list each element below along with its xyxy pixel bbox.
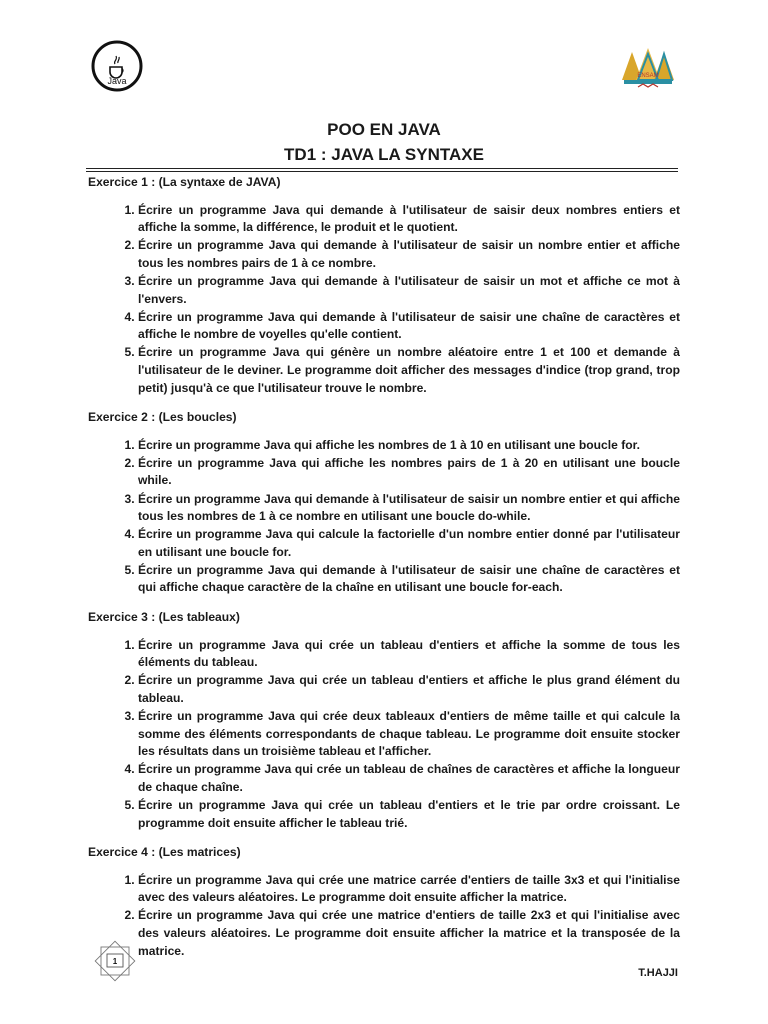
author-name: T.HAJJI [638, 967, 678, 979]
list-item: 3. Écrire un programme Java qui crée deux tableaux d'entiers de même taille et qui calcule la somme des éléments correspondants de chaque tableau. Le programme doit ensuite stocker les résultats dans un troisième tableau et l'afficher. [138, 708, 680, 761]
java-logo [91, 40, 143, 92]
page-number-emblem [92, 938, 138, 984]
list-item: 1. Écrire un programme Java qui crée un tableau d'entiers et affiche la somme de tous les éléments du tableau. [138, 637, 680, 672]
list-item: 5. Écrire un programme Java qui génère un nombre aléatoire entre 1 et 100 et demande à l'utilisateur de le deviner. Le programme doit afficher des messages d'indice (trop grand, trop petit) jusqu'à ce que l'utilisateur trouve le nombre. [138, 344, 680, 397]
list-item: 5. Écrire un programme Java qui crée un tableau d'entiers et le trie par ordre croissant. Le programme doit ensuite afficher le tableau trié. [138, 797, 680, 832]
ensam-logo-text: ENSAM [637, 73, 659, 79]
title-divider [86, 168, 678, 169]
exercise-3-list [88, 637, 680, 833]
exercise-3-title: Exercice 3 : (Les tableaux) [88, 610, 240, 625]
exercise-4-title: Exercice 4 : (Les matrices) [88, 845, 241, 860]
page-subtitle: TD1 : JAVA LA SYNTAXE [284, 145, 484, 164]
list-item: 1. Écrire un programme Java qui demande à l'utilisateur de saisir deux nombres entiers et affiche la somme, la différence, le produit et le quotient. [138, 202, 680, 237]
list-item: 3. Écrire un programme Java qui demande à l'utilisateur de saisir un nombre entier et qui affiche tous les nombres de 1 à ce nombre en utilisant une boucle do-while. [138, 491, 680, 526]
exercise-2-list [88, 437, 680, 597]
list-item: 1. Écrire un programme Java qui affiche les nombres de 1 à 10 en utilisant une boucle for. [138, 437, 680, 455]
exercise-2-title: Exercice 2 : (Les boucles) [88, 410, 237, 425]
list-item: 5. Écrire un programme Java qui demande à l'utilisateur de saisir une chaîne de caractères et qui affiche chaque caractère de la chaîne en utilisant une boucle for-each. [138, 562, 680, 597]
list-item: 2. Écrire un programme Java qui crée un tableau d'entiers et affiche le plus grand élément du tableau. [138, 672, 680, 707]
list-item: 4. Écrire un programme Java qui crée un tableau de chaînes de caractères et affiche la longueur de chaque chaîne. [138, 761, 680, 796]
ensam-logo [618, 44, 678, 92]
list-item: 1. Écrire un programme Java qui crée une matrice carrée d'entiers de taille 3x3 et qui l'initialise avec des valeurs aléatoires. Le programme doit ensuite afficher la matrice. [138, 872, 680, 907]
list-item: 3. Écrire un programme Java qui demande à l'utilisateur de saisir un mot et affiche ce mot à l'envers. [138, 273, 680, 308]
list-item: 4. Écrire un programme Java qui calcule la factorielle d'un nombre entier donné par l'utilisateur en utilisant une boucle for. [138, 526, 680, 561]
page-title: POO EN JAVA [327, 120, 441, 139]
exercise-1-list [88, 202, 680, 398]
exercise-content [88, 174, 680, 972]
page-number: 1 [112, 957, 118, 966]
java-logo-text: Java [107, 76, 127, 86]
title-divider-thin [86, 171, 678, 172]
list-item: 2. Écrire un programme Java qui affiche les nombres pairs de 1 à 20 en utilisant une boucle while. [138, 455, 680, 490]
exercise-4-list [88, 872, 680, 960]
list-item: 2. Écrire un programme Java qui crée une matrice d'entiers de taille 2x3 et qui l'initialise avec des valeurs aléatoires. Le programme doit ensuite afficher la matrice et la transposée de la matrice. [138, 907, 680, 960]
list-item: 2. Écrire un programme Java qui demande à l'utilisateur de saisir un nombre entier et affiche tous les nombres pairs de 1 à ce nombre. [138, 237, 680, 272]
list-item: 4. Écrire un programme Java qui demande à l'utilisateur de saisir une chaîne de caractères et affiche le nombre de voyelles qu'elle contient. [138, 309, 680, 344]
exercise-1-title: Exercice 1 : (La syntaxe de JAVA) [88, 175, 281, 189]
